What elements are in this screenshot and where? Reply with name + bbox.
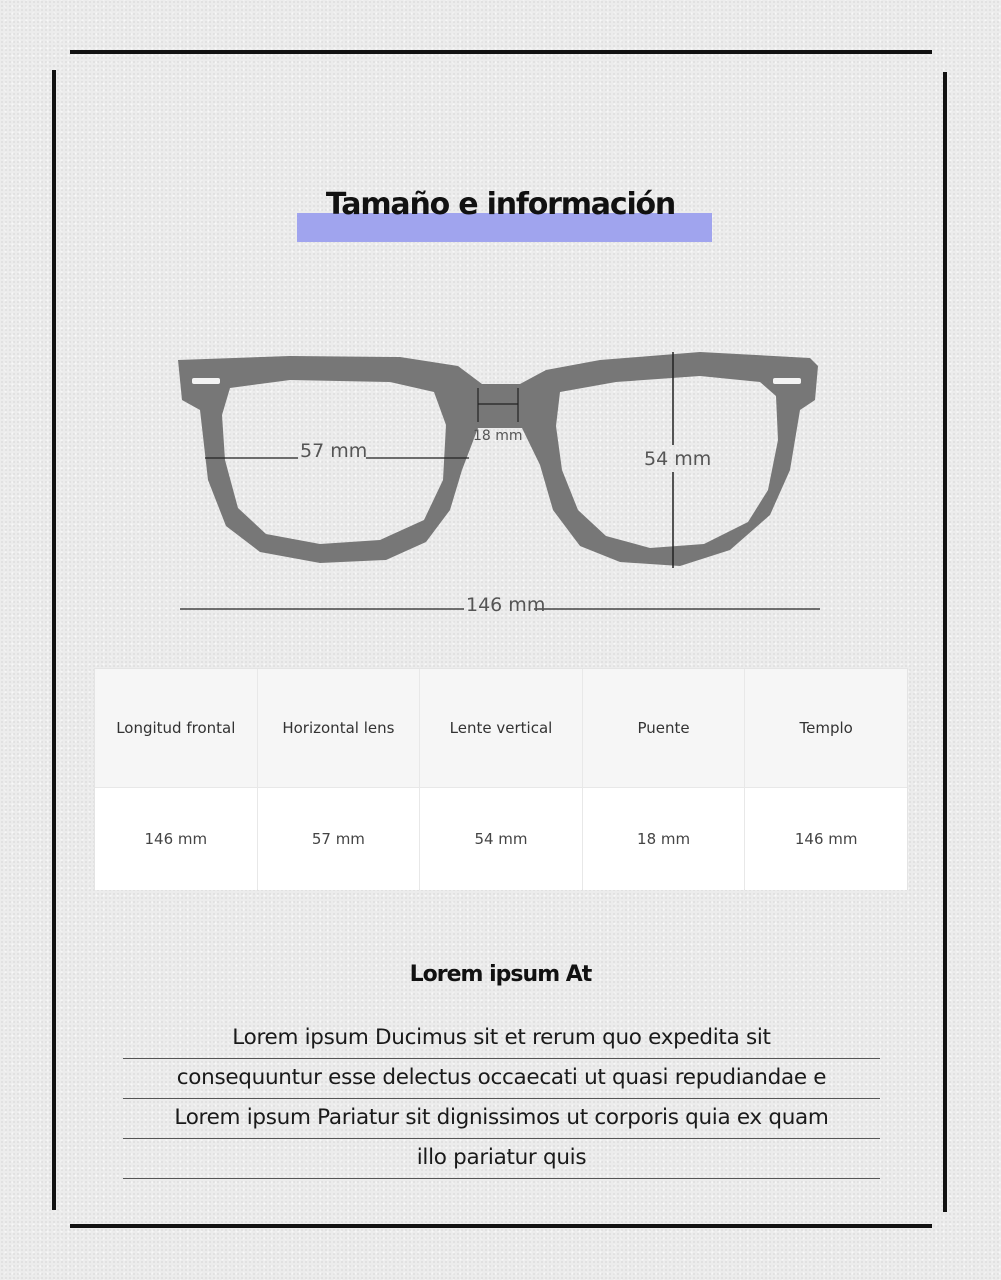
header-horizontal-lens: Horizontal lens <box>258 669 420 787</box>
page-title: Tamaño e información <box>325 187 676 222</box>
description-block <box>123 1019 880 1179</box>
header-bridge: Puente <box>583 669 745 787</box>
value-horizontal-lens: 57 mm <box>258 788 420 890</box>
value-vertical-lens: 54 mm <box>420 788 582 890</box>
description-line: consequuntur esse delectus occaecati ut quasi repudiandae e <box>123 1059 880 1099</box>
description-line: Lorem ipsum Ducimus sit et rerum quo expedita sit <box>123 1019 880 1059</box>
lens-width-label: 57 mm <box>300 440 368 462</box>
header-temple: Templo <box>745 669 907 787</box>
lens-height-label: 54 mm <box>644 448 712 470</box>
spec-table <box>94 668 908 890</box>
bottom-border-rule <box>70 1224 932 1228</box>
header-front-length: Longitud frontal <box>95 669 257 787</box>
total-width-label: 146 mm <box>466 594 546 616</box>
glasses-diagram <box>0 330 1001 630</box>
value-bridge: 18 mm <box>583 788 745 890</box>
value-front-length: 146 mm <box>95 788 257 890</box>
left-hinge-icon <box>192 378 220 384</box>
top-border-rule <box>70 50 932 54</box>
header-vertical-lens: Lente vertical <box>420 669 582 787</box>
right-hinge-icon <box>773 378 801 384</box>
title-block <box>0 182 1001 246</box>
value-temple: 146 mm <box>745 788 907 890</box>
section-heading: Lorem ipsum At <box>409 962 592 987</box>
description-line: illo pariatur quis <box>123 1139 880 1179</box>
bridge-label: 18 mm <box>473 428 523 444</box>
description-line: Lorem ipsum Pariatur sit dignissimos ut corporis quia ex quam <box>123 1099 880 1139</box>
glasses-frame-icon <box>0 330 1001 630</box>
